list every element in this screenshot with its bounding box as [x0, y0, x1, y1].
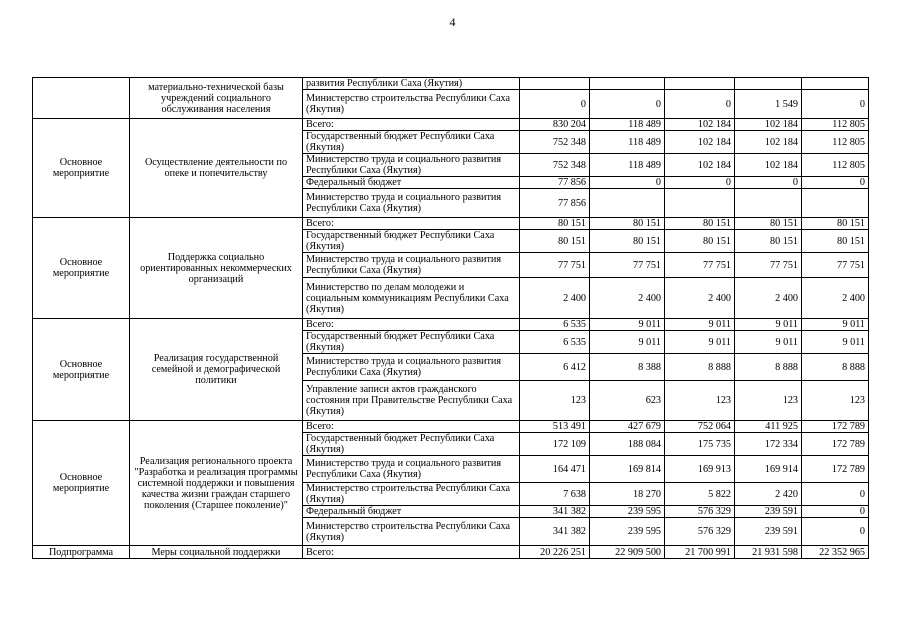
amount-year-1: 6 535	[520, 319, 590, 331]
amount-year-4: 9 011	[735, 319, 802, 331]
event-name: Реализация государственной семейной и демографической политики	[130, 319, 303, 421]
funding-source: Министерство труда и социального развития Республики Саха (Якутия)	[303, 456, 520, 483]
amount-year-2: 0	[590, 90, 665, 119]
amount-year-5: 112 805	[802, 131, 869, 154]
amount-year-4: 169 914	[735, 456, 802, 483]
table-row	[33, 319, 869, 331]
amount-year-1: 0	[520, 90, 590, 119]
amount-year-5: 77 751	[802, 253, 869, 278]
table-row	[33, 119, 869, 131]
amount-year-1: 7 638	[520, 483, 590, 506]
amount-year-5: 0	[802, 506, 869, 518]
budget-table	[32, 77, 869, 559]
amount-year-3: 169 913	[665, 456, 735, 483]
amount-year-4: 2 400	[735, 278, 802, 319]
amount-year-2: 118 489	[590, 131, 665, 154]
amount-year-4: 239 591	[735, 506, 802, 518]
amount-year-2: 169 814	[590, 456, 665, 483]
funding-source: Всего:	[303, 319, 520, 331]
amount-year-5: 2 400	[802, 278, 869, 319]
amount-year-1: 80 151	[520, 218, 590, 230]
amount-year-3: 0	[665, 177, 735, 189]
amount-year-3: 123	[665, 381, 735, 421]
amount-year-1: 341 382	[520, 506, 590, 518]
table-row	[33, 218, 869, 230]
amount-year-4	[735, 78, 802, 90]
amount-year-5: 112 805	[802, 119, 869, 131]
amount-year-2: 18 270	[590, 483, 665, 506]
amount-year-4	[735, 189, 802, 218]
amount-year-4: 102 184	[735, 119, 802, 131]
amount-year-2: 8 388	[590, 354, 665, 381]
event-type: Основное мероприятие	[33, 119, 130, 218]
amount-year-2: 22 909 500	[590, 546, 665, 559]
amount-year-1: 752 348	[520, 131, 590, 154]
amount-year-3: 576 329	[665, 518, 735, 546]
amount-year-2: 239 595	[590, 518, 665, 546]
amount-year-2: 623	[590, 381, 665, 421]
amount-year-1: 6 535	[520, 331, 590, 354]
amount-year-4: 0	[735, 177, 802, 189]
amount-year-5	[802, 189, 869, 218]
amount-year-5: 0	[802, 518, 869, 546]
funding-source: Федеральный бюджет	[303, 177, 520, 189]
funding-source: Федеральный бюджет	[303, 506, 520, 518]
amount-year-5: 8 888	[802, 354, 869, 381]
funding-source: Всего:	[303, 421, 520, 433]
amount-year-3: 0	[665, 90, 735, 119]
amount-year-3	[665, 189, 735, 218]
amount-year-2: 118 489	[590, 119, 665, 131]
amount-year-3: 175 735	[665, 433, 735, 456]
funding-source: Министерство строительства Республики Саха (Якутия)	[303, 518, 520, 546]
table-row	[33, 421, 869, 433]
amount-year-2: 9 011	[590, 319, 665, 331]
funding-source: развития Республики Саха (Якутия)	[303, 78, 520, 90]
amount-year-2: 188 084	[590, 433, 665, 456]
funding-source: Государственный бюджет Республики Саха (Якутия)	[303, 230, 520, 253]
page-number: 4	[449, 15, 456, 29]
amount-year-1: 513 491	[520, 421, 590, 433]
amount-year-5: 172 789	[802, 456, 869, 483]
amount-year-3: 9 011	[665, 331, 735, 354]
amount-year-1: 20 226 251	[520, 546, 590, 559]
amount-year-2: 77 751	[590, 253, 665, 278]
amount-year-1: 341 382	[520, 518, 590, 546]
amount-year-5: 0	[802, 483, 869, 506]
amount-year-5: 22 352 965	[802, 546, 869, 559]
amount-year-1	[520, 78, 590, 90]
amount-year-3	[665, 78, 735, 90]
amount-year-1: 77 751	[520, 253, 590, 278]
amount-year-5: 80 151	[802, 218, 869, 230]
amount-year-3: 9 011	[665, 319, 735, 331]
amount-year-2: 9 011	[590, 331, 665, 354]
amount-year-3: 5 822	[665, 483, 735, 506]
amount-year-3: 752 064	[665, 421, 735, 433]
event-type: Основное мероприятие	[33, 421, 130, 546]
amount-year-3: 77 751	[665, 253, 735, 278]
funding-source: Министерство труда и социального развития Республики Саха (Якутия)	[303, 189, 520, 218]
event-name: Реализация регионального проекта "Разработка и реализация программы системной поддержки и повышения качества жизни граждан старшего поколения (Старшее поколение)"	[130, 421, 303, 546]
funding-source: Государственный бюджет Республики Саха (Якутия)	[303, 131, 520, 154]
amount-year-1: 123	[520, 381, 590, 421]
amount-year-5: 9 011	[802, 331, 869, 354]
amount-year-2: 80 151	[590, 230, 665, 253]
amount-year-4: 8 888	[735, 354, 802, 381]
amount-year-4: 172 334	[735, 433, 802, 456]
funding-source: Министерство труда и социального развития Республики Саха (Якутия)	[303, 354, 520, 381]
amount-year-5: 9 011	[802, 319, 869, 331]
event-name: материально-технической базы учреждений социального обслуживания населения	[130, 78, 303, 119]
amount-year-3: 102 184	[665, 119, 735, 131]
amount-year-1: 172 109	[520, 433, 590, 456]
subprogram-name: Меры социальной поддержки	[130, 546, 303, 559]
amount-year-3: 80 151	[665, 230, 735, 253]
funding-source: Министерство труда и социального развития Республики Саха (Якутия)	[303, 154, 520, 177]
amount-year-4: 411 925	[735, 421, 802, 433]
amount-year-5: 123	[802, 381, 869, 421]
funding-source: Государственный бюджет Республики Саха (Якутия)	[303, 331, 520, 354]
amount-year-2: 118 489	[590, 154, 665, 177]
funding-source: Министерство по делам молодежи и социальным коммуникациям Республики Саха (Якутия)	[303, 278, 520, 319]
amount-year-5: 172 789	[802, 421, 869, 433]
amount-year-5: 80 151	[802, 230, 869, 253]
amount-year-1: 77 856	[520, 189, 590, 218]
amount-year-3: 21 700 991	[665, 546, 735, 559]
amount-year-2	[590, 78, 665, 90]
amount-year-2: 2 400	[590, 278, 665, 319]
amount-year-4: 9 011	[735, 331, 802, 354]
event-name: Осуществление деятельности по опеке и попечительству	[130, 119, 303, 218]
amount-year-5: 0	[802, 177, 869, 189]
funding-source: Министерство труда и социального развития Республики Саха (Якутия)	[303, 253, 520, 278]
funding-source: Министерство строительства Республики Саха (Якутия)	[303, 90, 520, 119]
amount-year-2: 427 679	[590, 421, 665, 433]
amount-year-2	[590, 189, 665, 218]
amount-year-1: 77 856	[520, 177, 590, 189]
amount-year-4: 239 591	[735, 518, 802, 546]
amount-year-1: 2 400	[520, 278, 590, 319]
amount-year-4: 77 751	[735, 253, 802, 278]
amount-year-5: 112 805	[802, 154, 869, 177]
event-type: Основное мероприятие	[33, 319, 130, 421]
amount-year-5: 0	[802, 90, 869, 119]
amount-year-1: 752 348	[520, 154, 590, 177]
amount-year-5: 172 789	[802, 433, 869, 456]
funding-source: Министерство строительства Республики Саха (Якутия)	[303, 483, 520, 506]
amount-year-3: 2 400	[665, 278, 735, 319]
amount-year-3: 102 184	[665, 131, 735, 154]
amount-year-4: 1 549	[735, 90, 802, 119]
amount-year-2: 0	[590, 177, 665, 189]
funding-source: Всего:	[303, 218, 520, 230]
amount-year-2: 239 595	[590, 506, 665, 518]
amount-year-1: 164 471	[520, 456, 590, 483]
amount-year-3: 8 888	[665, 354, 735, 381]
amount-year-3: 102 184	[665, 154, 735, 177]
amount-year-1: 6 412	[520, 354, 590, 381]
event-type	[33, 78, 130, 119]
amount-year-4: 123	[735, 381, 802, 421]
amount-year-3: 576 329	[665, 506, 735, 518]
amount-year-2: 80 151	[590, 218, 665, 230]
amount-year-4: 80 151	[735, 218, 802, 230]
amount-year-3: 80 151	[665, 218, 735, 230]
amount-year-4: 102 184	[735, 131, 802, 154]
table-row	[33, 78, 869, 90]
amount-year-5	[802, 78, 869, 90]
table-row	[33, 546, 869, 559]
amount-year-4: 2 420	[735, 483, 802, 506]
amount-year-1: 80 151	[520, 230, 590, 253]
amount-year-4: 80 151	[735, 230, 802, 253]
event-type: Основное мероприятие	[33, 218, 130, 319]
amount-year-1: 830 204	[520, 119, 590, 131]
amount-year-4: 21 931 598	[735, 546, 802, 559]
funding-source: Всего:	[303, 119, 520, 131]
funding-source: Государственный бюджет Республики Саха (Якутия)	[303, 433, 520, 456]
funding-source: Управление записи актов гражданского состояния при Правительстве Республики Саха (Якутия)	[303, 381, 520, 421]
subprogram-label: Подпрограмма	[33, 546, 130, 559]
funding-source: Всего:	[303, 546, 520, 559]
event-name: Поддержка социально ориентированных некоммерческих организаций	[130, 218, 303, 319]
amount-year-4: 102 184	[735, 154, 802, 177]
